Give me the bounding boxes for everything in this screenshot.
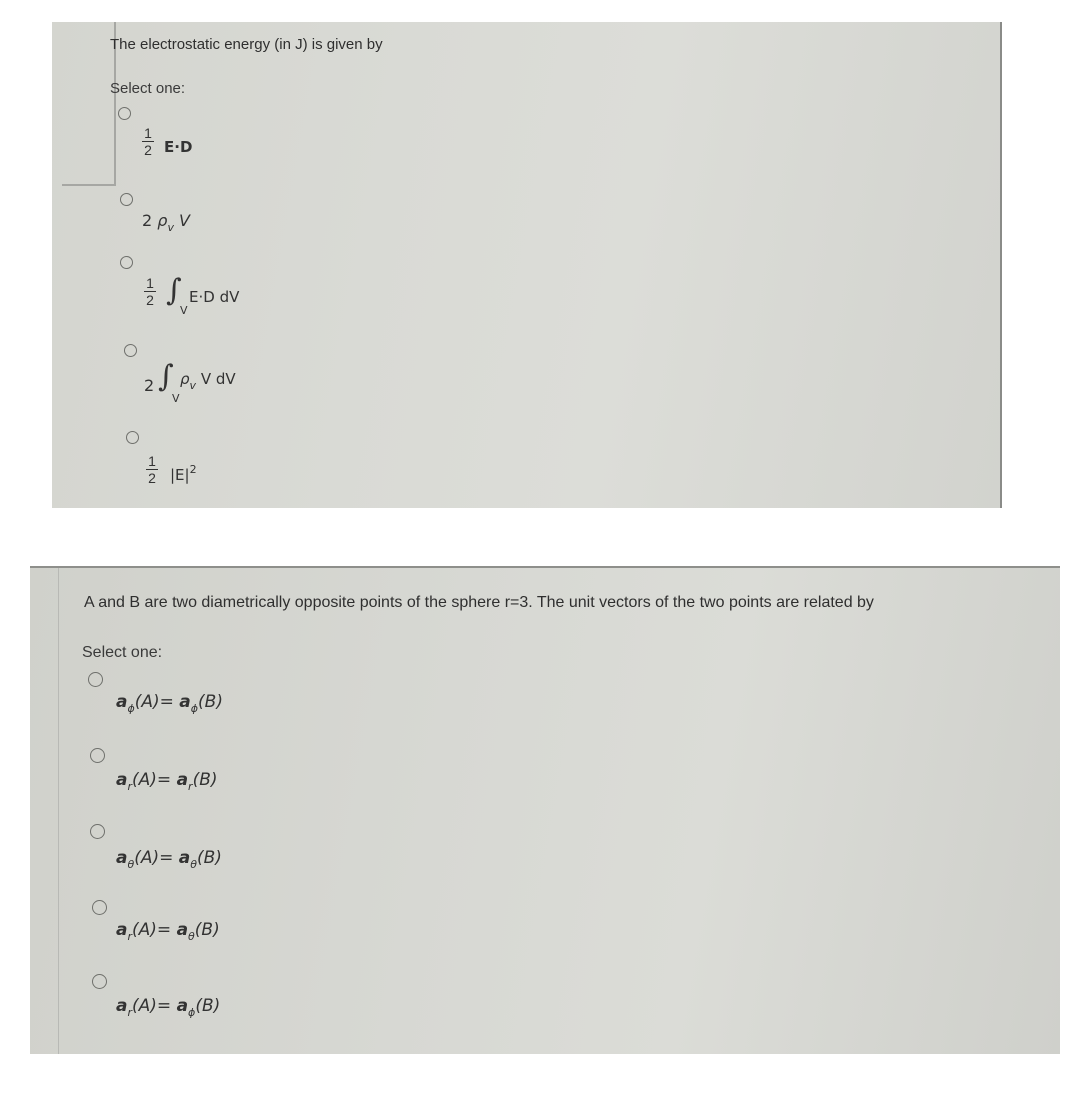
q1-option-5-expression (170, 463, 197, 484)
lhs-subscript: r (127, 1006, 133, 1019)
q2-option-1-radio[interactable] (88, 672, 103, 687)
q1-option-3-integral-subscript: V (180, 304, 188, 317)
fraction-numerator: 1 (148, 453, 156, 469)
unit-vector-a: a (116, 770, 128, 790)
q2-option-5-radio[interactable] (92, 974, 107, 989)
rhs-subscript: r (188, 780, 193, 793)
q1-option-4-integral-subscript: V (172, 392, 180, 405)
point-b: (B) (195, 996, 221, 1016)
lhs-subscript: r (127, 780, 133, 793)
q1-option-2-expression (142, 211, 190, 234)
question-1-select-label: Select one: (110, 80, 186, 97)
rho-symbol: ρ (157, 211, 168, 230)
question-1-panel (52, 22, 1002, 508)
unit-vector-a: a (116, 692, 128, 712)
unit-vector-b: a (176, 996, 189, 1016)
question-1-text: The electrostatic energy (in J) is given by (110, 36, 383, 53)
point-b: (B) (196, 848, 222, 868)
q1-option-1-expression: E·D (164, 138, 193, 156)
lhs-subscript: θ (127, 858, 135, 871)
volume-symbol: V (179, 211, 190, 230)
unit-vector-a: a (116, 920, 128, 940)
q2-option-3-radio[interactable] (90, 824, 105, 839)
point-a: (A)= (132, 920, 177, 940)
point-b: (B) (192, 770, 218, 790)
q1-option-1-fraction (142, 126, 154, 157)
q1-option-3-fraction (144, 276, 156, 307)
q2-option-4-radio[interactable] (92, 900, 107, 915)
q2-option-1-expression (116, 692, 223, 715)
q1-option-4-expression (180, 370, 236, 392)
fraction-denominator: 2 (148, 470, 156, 486)
q1-option-2-radio[interactable] (120, 193, 133, 206)
q1-option-5-radio[interactable] (126, 431, 139, 444)
point-b: (B) (198, 692, 223, 712)
q1-option-3-integral: ∫ (166, 273, 182, 308)
unit-vector-b: a (178, 848, 191, 868)
rho-subscript: v (189, 379, 197, 392)
fraction-denominator: 2 (144, 142, 152, 158)
rho-subscript: v (167, 221, 174, 234)
unit-vector-b: a (179, 692, 191, 712)
point-a: (A)= (134, 848, 179, 868)
q1-option-3-expression: E·D dV (189, 288, 240, 306)
unit-vector-a: a (116, 848, 128, 868)
fraction-numerator: 1 (144, 125, 152, 141)
unit-vector-b: a (176, 770, 189, 790)
lhs-subscript: r (127, 930, 133, 943)
unit-vector-a: a (116, 996, 128, 1016)
exponent: 2 (189, 463, 197, 476)
q1-option-3-radio[interactable] (120, 256, 133, 269)
q1-option-5-fraction (146, 454, 158, 485)
q2-option-2-expression (116, 770, 218, 793)
fraction-numerator: 1 (146, 275, 154, 291)
q2-option-4-expression (116, 920, 220, 943)
lhs-subscript: ϕ (127, 702, 135, 715)
q1-option-1-radio[interactable] (118, 107, 131, 120)
question-2-panel (30, 566, 1060, 1054)
point-b: (B) (194, 920, 220, 940)
rhs-subscript: ϕ (188, 1006, 196, 1019)
question-2-select-label: Select one: (82, 644, 163, 661)
question-2-text: A and B are two diametrically opposite points of the sphere r=3. The unit vectors of the two points are related by (84, 594, 874, 611)
coefficient: 2 (142, 211, 153, 230)
unit-vector-b: a (176, 920, 189, 940)
point-a: (A)= (132, 996, 177, 1016)
q1-option-4-coefficient: 2 (144, 376, 155, 395)
q2-option-2-radio[interactable] (90, 748, 105, 763)
rho-symbol: ρ (180, 370, 190, 388)
rhs-subscript: θ (188, 930, 195, 943)
point-a: (A)= (134, 692, 180, 712)
question-2-side-box (30, 568, 59, 1054)
q2-option-3-expression (116, 848, 222, 871)
q1-option-4-integral: ∫ (158, 359, 174, 394)
q2-option-5-expression (116, 996, 221, 1019)
question-1-side-box (62, 22, 116, 186)
rhs-subscript: θ (190, 858, 197, 871)
point-a: (A)= (132, 770, 177, 790)
rhs-subscript: ϕ (190, 702, 199, 715)
q1-option-4-radio[interactable] (124, 344, 137, 357)
fraction-denominator: 2 (146, 292, 154, 308)
field-magnitude: |E| (170, 466, 190, 484)
volume-differential: V dV (200, 370, 236, 388)
